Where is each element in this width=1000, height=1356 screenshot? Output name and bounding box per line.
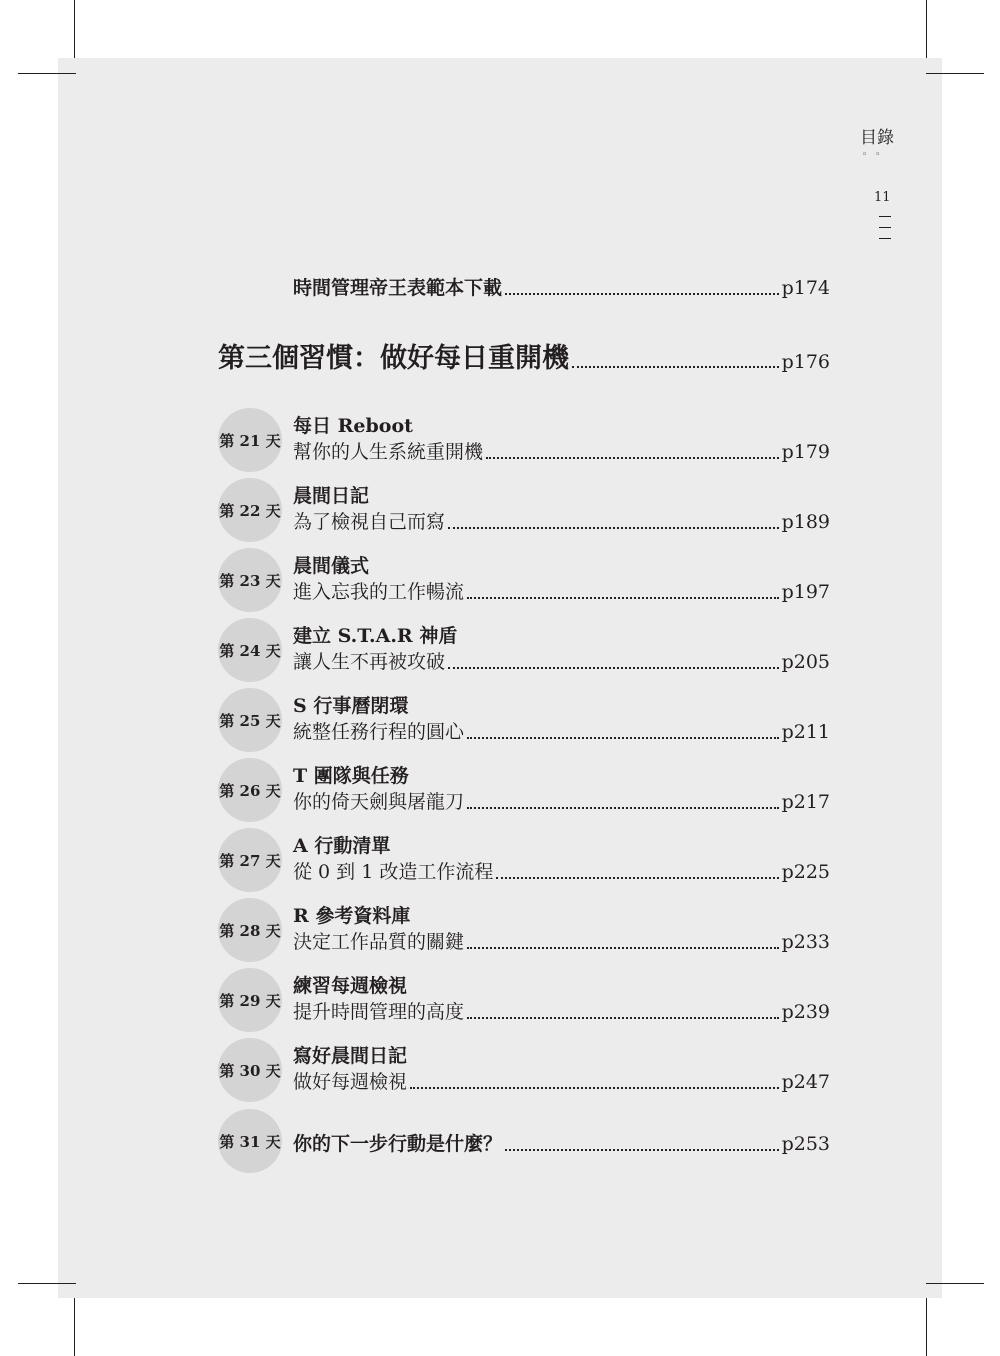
day-page: p211 <box>781 721 830 743</box>
day-page: p189 <box>781 511 830 533</box>
day-title: 寫好晨間日記 <box>293 1045 408 1067</box>
dot-leader <box>467 1017 779 1019</box>
page-background <box>58 58 942 1298</box>
day-subtitle: 為了檢視自己而寫 <box>293 511 446 533</box>
day-page: p239 <box>781 1001 830 1023</box>
day-title: 建立 S.T.A.R 神盾 <box>293 625 458 647</box>
day-title: A 行動清單 <box>293 835 391 857</box>
toc-entry <box>293 576 830 604</box>
day-title: T 團隊與任務 <box>293 765 409 787</box>
dot-leader <box>486 457 779 459</box>
day-page: p179 <box>781 441 830 463</box>
crop-mark <box>926 0 927 58</box>
day-badge: 第 31 天 <box>218 1109 282 1173</box>
day-page: p217 <box>781 791 830 813</box>
toc-entry-title: 時間管理帝王表範本下載 <box>293 277 503 299</box>
dot-leader <box>448 527 779 529</box>
day-page: p225 <box>781 861 830 883</box>
dot-leader <box>505 1149 779 1151</box>
day-subtitle: 讓人生不再被攻破 <box>293 651 446 673</box>
crop-mark <box>926 1283 984 1284</box>
day-badge: 第 29 天 <box>218 968 282 1032</box>
toc-entry <box>293 646 830 674</box>
toc-entry-page: p174 <box>781 277 830 299</box>
running-head-marks: ◦◦ <box>862 150 889 160</box>
crop-mark <box>926 1298 927 1356</box>
page-number-rule <box>879 238 891 239</box>
day-title: 你的下一步行動是什麼？ <box>293 1133 503 1155</box>
toc-entry <box>293 436 830 464</box>
day-badge: 第 27 天 <box>218 828 282 892</box>
day-badge: 第 28 天 <box>218 898 282 962</box>
day-title: 晨間日記 <box>293 485 370 507</box>
crop-mark <box>926 73 984 74</box>
crop-mark <box>18 1283 76 1284</box>
day-badge: 第 22 天 <box>218 478 282 542</box>
dot-leader <box>467 597 779 599</box>
day-page: p233 <box>781 931 830 953</box>
day-page: p247 <box>781 1071 830 1093</box>
toc-entry <box>293 1128 830 1156</box>
toc-entry <box>293 1066 830 1094</box>
day-badge: 第 24 天 <box>218 618 282 682</box>
running-head-title: 目錄 <box>860 128 894 148</box>
page-number: 11 <box>874 190 891 205</box>
dot-leader <box>448 667 779 669</box>
day-subtitle: 進入忘我的工作暢流 <box>293 581 465 603</box>
day-subtitle: 統整任務行程的圓心 <box>293 721 465 743</box>
crop-mark <box>18 73 76 74</box>
dot-leader <box>467 737 779 739</box>
day-badge: 第 26 天 <box>218 758 282 822</box>
toc-entry <box>293 926 830 954</box>
toc-entry <box>293 716 830 744</box>
day-badge: 第 21 天 <box>218 408 282 472</box>
section-title: 第三個習慣：做好每日重開機 <box>218 343 569 374</box>
day-badge: 第 25 天 <box>218 688 282 752</box>
day-subtitle: 幫你的人生系統重開機 <box>293 441 484 463</box>
dot-leader <box>410 1087 779 1089</box>
day-subtitle: 提升時間管理的高度 <box>293 1001 465 1023</box>
day-page: p197 <box>781 581 830 603</box>
toc-entry <box>293 272 830 300</box>
toc-entry <box>293 996 830 1024</box>
dot-leader <box>572 366 779 368</box>
day-title: 練習每週檢視 <box>293 975 408 997</box>
day-subtitle: 決定工作品質的關鍵 <box>293 931 465 953</box>
toc-entry <box>293 856 830 884</box>
day-subtitle: 從 0 到 1 改造工作流程 <box>293 861 494 883</box>
dot-leader <box>467 807 779 809</box>
day-badge: 第 23 天 <box>218 548 282 612</box>
page-number-rule <box>879 227 891 228</box>
dot-leader <box>496 877 778 879</box>
day-page: p253 <box>781 1133 830 1155</box>
section-page: p176 <box>781 351 830 373</box>
day-subtitle: 做好每週檢視 <box>293 1071 408 1093</box>
page-number-rule <box>879 216 891 217</box>
section-heading <box>218 340 830 376</box>
day-title: S 行事曆閉環 <box>293 695 409 717</box>
day-page: p205 <box>781 651 830 673</box>
dot-leader <box>467 947 779 949</box>
day-title: 晨間儀式 <box>293 555 370 577</box>
day-title: 每日 Reboot <box>293 415 413 437</box>
toc-entry <box>293 506 830 534</box>
toc-entry <box>293 786 830 814</box>
dot-leader <box>505 293 779 295</box>
day-subtitle: 你的倚天劍與屠龍刀 <box>293 791 465 813</box>
day-title: R 參考資料庫 <box>293 905 411 927</box>
day-badge: 第 30 天 <box>218 1038 282 1102</box>
crop-mark <box>74 0 75 58</box>
crop-mark <box>74 1298 75 1356</box>
